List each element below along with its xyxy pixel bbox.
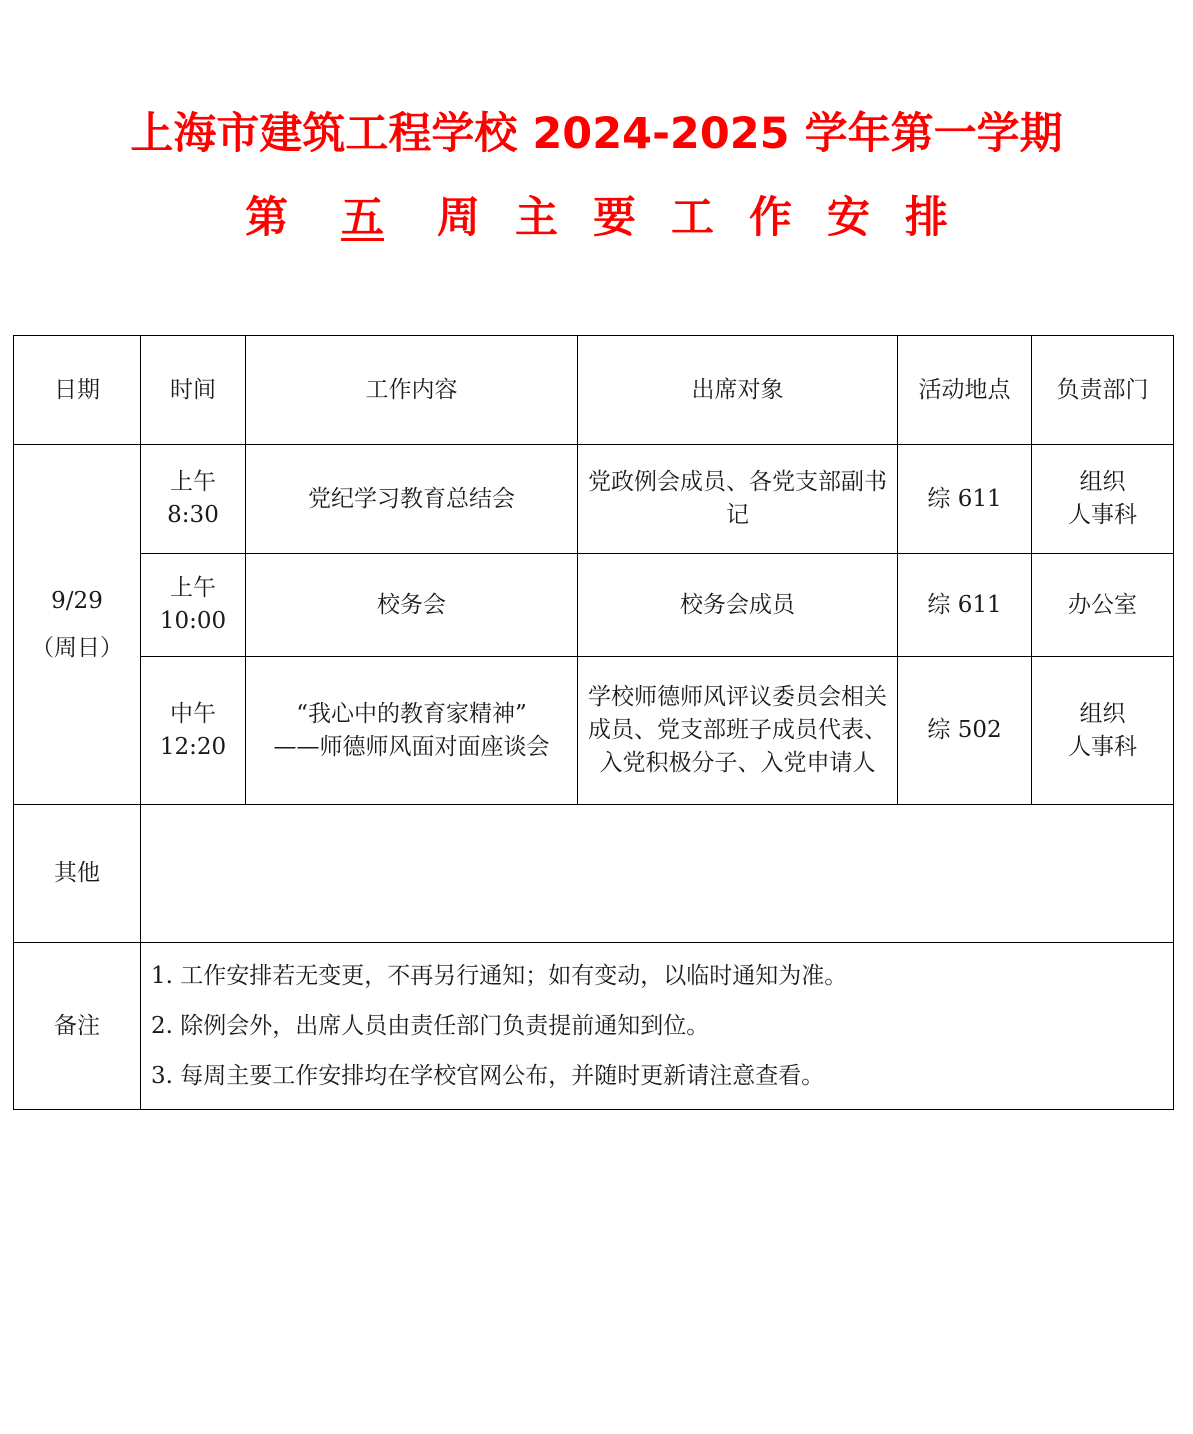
subtitle-char: 排 (904, 193, 948, 243)
attendees-cell: 学校师德师风评议委员会相关成员、党支部班子成员代表、入党积极分子、入党申请人 (578, 657, 898, 805)
subtitle-char: 周 (437, 193, 481, 243)
header-content: 工作内容 (246, 336, 578, 445)
location-cell: 综 611 (898, 445, 1032, 554)
other-label: 其他 (14, 805, 141, 943)
other-row (14, 805, 1174, 943)
header-date: 日期 (14, 336, 141, 445)
location-cell: 综 611 (898, 554, 1032, 657)
time-cell (141, 445, 246, 554)
subtitle-char: 主 (515, 193, 559, 243)
time-period: 上午 (170, 469, 216, 495)
time-value: 10:00 (159, 608, 227, 634)
department-cell (1032, 445, 1174, 554)
content-text: 校务会 (377, 591, 446, 618)
header-time: 时间 (141, 336, 246, 445)
department-line: 组织 (1079, 700, 1126, 727)
week-number: 五 (341, 193, 385, 243)
date-day: 9/29 (51, 587, 103, 614)
time-value: 8:30 (167, 502, 219, 528)
document-title: 上海市建筑工程学校 2024-2025 学年第一学期 (130, 109, 1063, 159)
date-cell (14, 445, 141, 805)
department-line: 人事科 (1068, 502, 1137, 528)
time-period: 上午 (170, 575, 216, 601)
note-item: 1. 工作安排若无变更，不再另行通知；如有变动，以临时通知为准。 (151, 963, 848, 989)
department-line: 组织 (1079, 469, 1126, 495)
content-cell (246, 445, 578, 554)
note-item: 3. 每周主要工作安排均在学校官网公布，并随时更新请注意查看。 (151, 1063, 825, 1089)
note-item: 2. 除例会外，出席人员由责任部门负责提前通知到位。 (151, 1013, 710, 1039)
department-cell (1032, 554, 1174, 657)
time-period: 中午 (170, 700, 216, 727)
schedule-table (13, 335, 1174, 1110)
date-weekday: （周日） (31, 634, 123, 661)
subtitle-prefix: 第 (245, 193, 289, 243)
content-cell (246, 554, 578, 657)
attendees-cell: 校务会成员 (578, 554, 898, 657)
content-text: 党纪学习教育总结会 (308, 485, 515, 512)
content-text: “我心中的教育家精神” (296, 700, 527, 727)
table-row (14, 445, 1174, 554)
header-department: 负责部门 (1032, 336, 1174, 445)
notes-label: 备注 (14, 943, 141, 1110)
other-value (141, 805, 1174, 943)
header-attendees: 出席对象 (578, 336, 898, 445)
subtitle-char: 要 (593, 193, 636, 243)
subtitle-char: 工 (670, 193, 714, 243)
attendees-cell: 党政例会成员、各党支部副书记 (578, 445, 898, 554)
table-row (14, 657, 1174, 805)
time-cell (141, 554, 246, 657)
notes-cell (141, 943, 1174, 1110)
document-subtitle (0, 190, 1193, 246)
department-cell (1032, 657, 1174, 805)
table-row (14, 554, 1174, 657)
time-value: 12:20 (159, 733, 227, 760)
subtitle-char: 安 (826, 193, 870, 243)
subtitle-char: 作 (748, 193, 792, 243)
content-subtext: ——师德师风面对面座谈会 (273, 733, 550, 760)
location-cell: 综 502 (898, 657, 1032, 805)
header-row (14, 336, 1174, 445)
department-line: 办公室 (1068, 591, 1137, 618)
header-location: 活动地点 (898, 336, 1032, 445)
content-cell (246, 657, 578, 805)
notes-row (14, 943, 1174, 1110)
department-line: 人事科 (1068, 733, 1137, 760)
time-cell (141, 657, 246, 805)
